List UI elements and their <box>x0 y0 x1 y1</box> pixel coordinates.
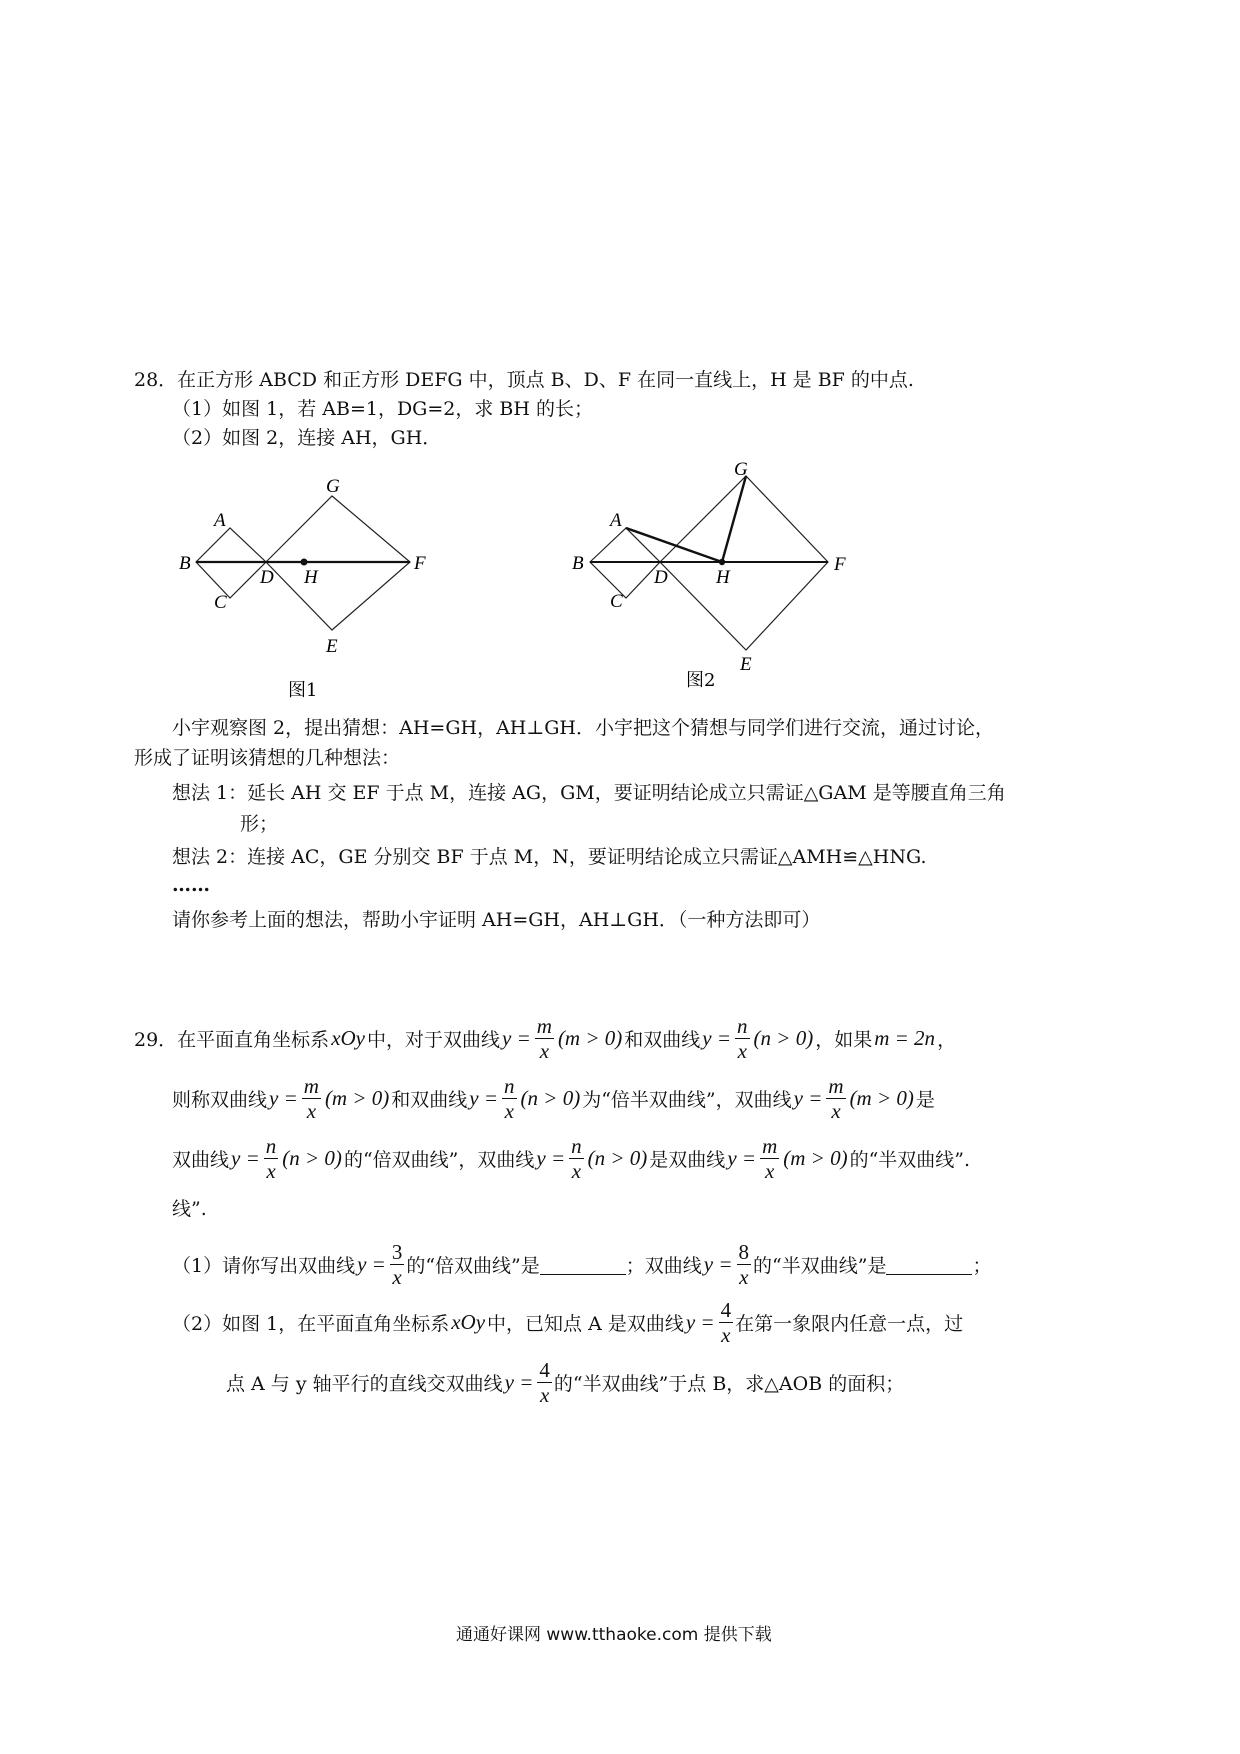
q28-request: 请你参考上面的想法，帮助小宇证明 AH=GH，AH⊥GH．（一种方法即可） <box>172 909 821 931</box>
fraction-4-over-x: $\frac{4}{x}$ <box>539 1358 550 1407</box>
condition-m: (m > 0) <box>557 1026 623 1050</box>
q29-part-2a <box>172 1298 963 1347</box>
q29-text: ， <box>937 1029 957 1051</box>
q29-text: ，如果 <box>815 1029 873 1051</box>
q28-part1: （1）如图 1，若 AB=1，DG=2，求 BH 的长； <box>172 398 593 420</box>
q29-text: 和双曲线 <box>624 1029 701 1051</box>
figure-2 <box>570 440 900 700</box>
y-equals: y = <box>502 1026 531 1050</box>
q29-text: 的“半双曲线”是 <box>753 1255 887 1277</box>
q28-idea-1a: 想法 1：延长 AH 交 EF 于点 M，连接 AG，GM，要证明结论成立只需证△GAM 是等腰直角三角 <box>172 782 1006 804</box>
q29-part-2b <box>226 1358 904 1407</box>
q29-line-1 <box>134 1014 956 1063</box>
q29-text: 双曲线 <box>172 1149 230 1171</box>
fraction-n-over-x: $\frac{n}{x}$ <box>737 1014 748 1063</box>
answer-blank-2[interactable] <box>886 1254 972 1275</box>
fig2-caption: 图2 <box>686 670 716 691</box>
q29-text: 的“倍双曲线”是 <box>406 1255 540 1277</box>
fraction-4-over-x: $\frac{4}{x}$ <box>720 1298 732 1347</box>
y-equals: y = <box>536 1146 566 1170</box>
q29-text: 29．在平面直角坐标系 <box>134 1029 330 1051</box>
fig1-label-G: G <box>326 476 340 497</box>
q28-idea-1b: 形； <box>240 813 279 835</box>
y-equals: y = <box>231 1146 260 1170</box>
fig1-label-E: E <box>326 636 338 657</box>
condition-n: (n > 0) <box>520 1086 581 1110</box>
q29-part-1 <box>172 1240 992 1289</box>
y-equals: y = <box>469 1086 499 1110</box>
fig1-label-F: F <box>414 553 426 574</box>
y-equals: y = <box>727 1146 757 1170</box>
fraction-m-over-x: $\frac{m}{x}$ <box>303 1074 319 1123</box>
condition-m: (m > 0) <box>783 1146 848 1170</box>
figure-1 <box>170 470 470 710</box>
condition-n: (n > 0) <box>282 1146 342 1170</box>
q29-text: 中，对于双曲线 <box>367 1029 501 1051</box>
q29-text: 在第一象限内任意一点，过 <box>735 1313 964 1335</box>
fraction-m-over-x: $\frac{m}{x}$ <box>828 1074 844 1123</box>
fraction-3-over-x: $\frac{3}{x}$ <box>391 1240 403 1289</box>
fraction-m-over-x: $\frac{m}{x}$ <box>536 1014 552 1063</box>
q29-text: ； <box>972 1255 992 1277</box>
fraction-m-over-x: $\frac{m}{x}$ <box>762 1134 778 1183</box>
q28-observation-1: 小宇观察图 2，提出猜想：AH=GH，AH⊥GH．小宇把这个猜想与同学们进行交流，通过讨论， <box>172 717 994 739</box>
q28-idea-2: 想法 2：连接 AC，GE 分别交 BF 于点 M，N，要证明结论成立只需证△AMH≌△HNG. <box>172 846 927 868</box>
q29-text: 的“半双曲线”于点 B，求△AOB 的面积； <box>553 1373 905 1395</box>
fig2-label-F: F <box>834 554 846 575</box>
page-footer: 通通好课网 www.tthaoke.com 提供下载 <box>456 1625 772 1645</box>
fraction-n-over-x: $\frac{n}{x}$ <box>265 1134 277 1183</box>
y-equals: y = <box>357 1252 386 1276</box>
fig2-label-D: D <box>654 567 668 588</box>
q29-line-2 <box>172 1074 935 1123</box>
fig1-label-C: C <box>214 592 227 613</box>
q29-text: 则称双曲线 <box>172 1089 268 1111</box>
fraction-n-over-x: $\frac{n}{x}$ <box>571 1134 582 1183</box>
q29-text: 的“倍双曲线”，双曲线 <box>343 1149 535 1171</box>
q29-text: 的“半双曲线”. <box>849 1149 971 1171</box>
fig2-label-B: B <box>572 553 584 574</box>
q29-text: （1）请你写出双曲线 <box>172 1255 356 1277</box>
q29-line-4: 线”. <box>172 1198 207 1220</box>
fig2-label-A: A <box>610 510 622 531</box>
condition-m: (m > 0) <box>849 1086 914 1110</box>
q29-text: 点 A 与 y 轴平行的直线交双曲线 <box>226 1373 503 1395</box>
y-equals: y = <box>793 1086 823 1110</box>
condition-m: (m > 0) <box>324 1086 390 1110</box>
fig1-label-H: H <box>304 567 318 588</box>
q28-ellipsis: …… <box>172 874 210 896</box>
answer-blank-1[interactable] <box>540 1254 626 1275</box>
q29-text: ；双曲线 <box>625 1255 702 1277</box>
xoy-symbol: xOy <box>451 1310 486 1334</box>
q29-text: 是双曲线 <box>649 1149 726 1171</box>
fig2-label-C: C <box>610 591 623 612</box>
y-equals: y = <box>685 1310 715 1334</box>
fig1-label-A: A <box>214 510 226 531</box>
q28-part2: （2）如图 2，连接 AH，GH． <box>172 427 442 449</box>
y-equals: y = <box>702 1026 732 1050</box>
y-equals: y = <box>703 1252 733 1276</box>
xoy-symbol: xOy <box>331 1026 365 1050</box>
fig2-label-G: G <box>734 459 748 480</box>
fraction-8-over-x: $\frac{8}{x}$ <box>738 1240 750 1289</box>
fig1-label-D: D <box>260 567 274 588</box>
fig1-caption: 图1 <box>288 680 318 701</box>
q28-stem: 28．在正方形 ABCD 和正方形 DEFG 中，顶点 B、D、F 在同一直线上，H 是 BF 的中点. <box>134 369 914 391</box>
q29-text: 为“倍半双曲线”，双曲线 <box>582 1089 792 1111</box>
y-equals: y = <box>269 1086 298 1110</box>
fig2-label-E: E <box>740 654 752 675</box>
fig1-label-B: B <box>179 553 191 574</box>
fraction-n-over-x: $\frac{n}{x}$ <box>504 1074 515 1123</box>
fig2-label-H: H <box>716 567 730 588</box>
q29-text: 和双曲线 <box>391 1089 468 1111</box>
q28-observation-2: 形成了证明该猜想的几种想法： <box>134 747 401 769</box>
q29-text: 中，已知点 A 是双曲线 <box>487 1313 684 1335</box>
q29-text: 是 <box>915 1089 935 1111</box>
condition-n: (n > 0) <box>587 1146 648 1170</box>
m-equals-2n: m = 2n <box>874 1026 936 1050</box>
q29-line-3 <box>172 1134 970 1183</box>
condition-n: (n > 0) <box>753 1026 814 1050</box>
y-equals: y = <box>504 1370 534 1394</box>
q29-text: （2）如图 1，在平面直角坐标系 <box>172 1313 450 1335</box>
